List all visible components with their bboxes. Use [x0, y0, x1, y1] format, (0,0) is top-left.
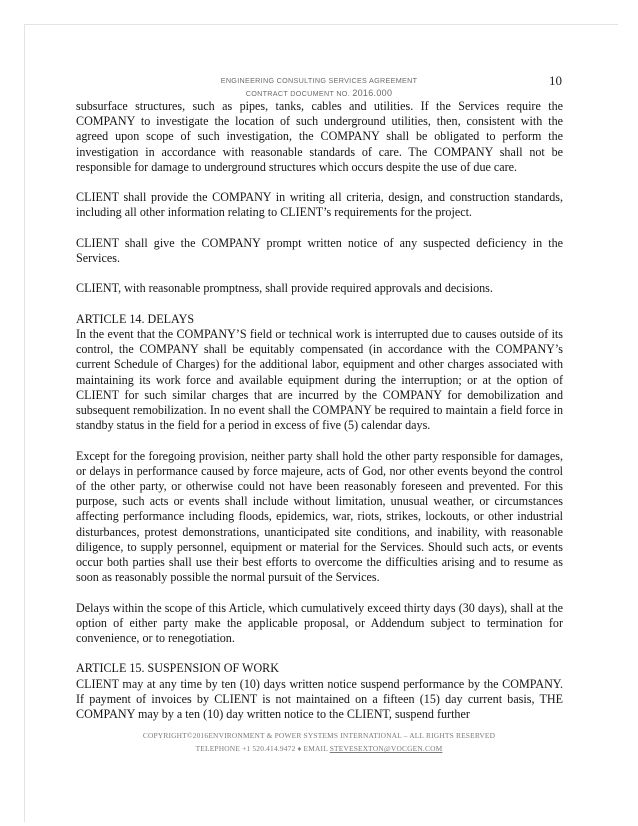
page-footer	[0, 729, 638, 755]
footer-copyright: COPYRIGHT©2016ENVIRONMENT & POWER SYSTEMS INTERNATIONAL – ALL RIGHTS RESERVED	[142, 731, 496, 740]
document-body	[76, 99, 563, 722]
page-header	[0, 75, 638, 100]
paragraph-client-notice: CLIENT shall give the COMPANY prompt written notice of any suspected deficiency in the Services.	[76, 235, 563, 265]
paragraph-client-approvals: CLIENT, with reasonable promptness, shall provide required approvals and decisions.	[76, 281, 493, 296]
paragraph-underground-utilities: subsurface structures, such as pipes, tanks, cables and utilities. If the Services require the COMPANY to investigate the location of such underground utilities, then, consistent with the agreed upon scope of such investigation, the COMPANY shall be obligated to perform the investigation in accordance with reasonable standards of care. The COMPANY shall not be responsible for damage to underground structures which occurs despite the use of due care.	[76, 99, 563, 174]
article-14-paragraph-interruption: In the event that the COMPANY’S field or technical work is interrupted due to causes outside of its control, the COMPANY shall be equitably compensated (in accordance with the COMPANY’s current Schedule of Charges) for the additional labor, equipment and other charges associated with maintaining its work force and available equipment during the interruption; or at the option of CLIENT for such similar charges that are incurred by the COMPANY for demobilization and subsequent remobilization. In no event shall the COMPANY be required to maintain a field force in standby status in the field for a period in excess of five (5) calendar days.	[76, 326, 563, 433]
footer-contact	[0, 742, 638, 755]
page-number: 10	[549, 73, 562, 88]
article-15-heading: ARTICLE 15. SUSPENSION OF WORK	[76, 661, 279, 676]
header-title: ENGINEERING CONSULTING SERVICES AGREEMENT	[220, 76, 418, 85]
article-15-paragraph-suspension: CLIENT may at any time by ten (10) days written notice suspend performance by the COMPANY. If payment of invoices by CLIENT is not maintained on a fifteen (15) day current basis, THE COMPANY may by a ten (10) day written notice to the CLIENT, suspend further	[76, 676, 563, 722]
footer-telephone: TELEPHONE +1 520.414.9472 ♦ EMAIL	[195, 744, 328, 753]
paragraph-client-criteria: CLIENT shall provide the COMPANY in writing all criteria, design, and construction standards, including all other information relating to CLIENT’s requirements for the project.	[76, 190, 563, 220]
article-14-paragraph-termination: Delays within the scope of this Article, which cumulatively exceed thirty days (30 days), shall at the option of either party make the applicable proposal, or Addendum subject to termination for convenience, or to renegotiation.	[76, 600, 563, 646]
contract-label: CONTRACT DOCUMENT NO.	[245, 89, 350, 98]
footer-email-link[interactable]: STEVESEXTON@VOCGEN.COM	[329, 744, 443, 753]
article-14-heading: ARTICLE 14. DELAYS	[76, 311, 195, 326]
contract-number: 2016.000	[352, 88, 393, 98]
article-14-paragraph-force-majeure: Except for the foregoing provision, neither party shall hold the other party responsible for damages, or delays in performance caused by force majeure, acts of God, nor other events beyond the control of the other party, or otherwise could not have been reasonably foreseen and prevented. For this purpose, such acts or events shall include without limitation, unusual weather, or circumstances affecting performance including floods, epidemics, war, riots, strikes, lockouts, or other industrial disturbances, protest demonstrations, unanticipated site conditions, and inability, with reasonable diligence, to supply personnel, equipment or material for the Services. Should such acts, or events occur both parties shall use their best efforts to overcome the difficulties arising and to resume as soon as reasonably possible the normal pursuit of the Services.	[76, 448, 563, 585]
